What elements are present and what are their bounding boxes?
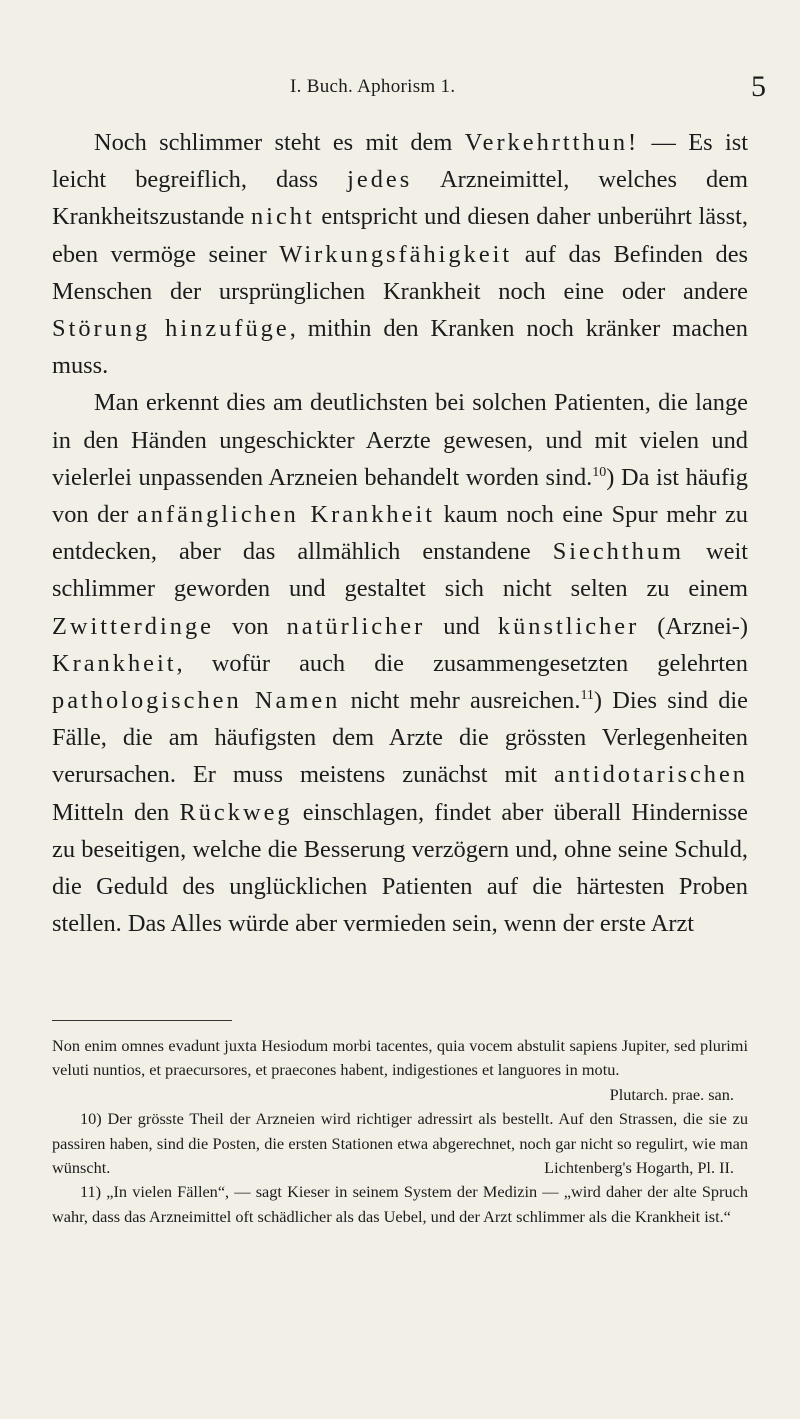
page-number: 5 (751, 70, 766, 103)
main-text (52, 124, 748, 942)
emphasis: Rückweg (179, 798, 293, 826)
footnote-11 (52, 1180, 748, 1229)
emphasis: antidotarischen (554, 761, 748, 789)
text-run: ) Dies sind die Fälle, die am häufigsten dem Arzte die grössten Verlegenheiten verursachen. Er muss meistens zunächst mit (52, 687, 748, 789)
footnote-ref-10: 10 (592, 464, 607, 480)
footnote-text: 11) „In vielen Fällen“, — sagt Kieser in seinem System der Medizin — „wird daher der alte Spruch wahr, dass das Arzneimittel oft schädlicher als das Uebel, und der Arzt schlimmer als die Krankheit ist.“ (52, 1182, 748, 1226)
footnote-citation: Plutarch. prae. san. (609, 1084, 734, 1104)
text-run: ) Da ist häufig von der (52, 463, 748, 529)
text-run: Arzneimittel, welches dem Krankheitszustande (52, 166, 748, 231)
text-run: , mithin den Kranken noch kränker machen muss. (52, 315, 748, 380)
text-run: kaum noch eine Spur mehr zu entdecken, aber das allmählich enstandene (52, 501, 748, 566)
text-run: — Es ist leicht begreiflich, dass (52, 129, 748, 194)
emphasis: Wirkungsfähigkeit (279, 240, 513, 268)
emphasis: Siechthum (552, 538, 685, 566)
emphasis: anfänglichen Krankheit (136, 501, 435, 529)
text-run: weit schlimmer geworden und gestaltet sich nicht selten zu einem (52, 538, 748, 603)
footnote-text: Non enim omnes evadunt juxta Hesiodum morbi tacentes, quia vocem abstulit sapiens Jupiter, sed plurimi veluti nuntios, et praecursores, et praecones habent, indigestiones et languores in motu. (52, 1036, 748, 1080)
running-head: I. Buch. Aphorism 1. (290, 76, 456, 97)
text-run: Mitteln den (52, 798, 180, 826)
text-run: und (425, 612, 498, 640)
emphasis: Störung hinzufüge (52, 315, 290, 343)
page-header (0, 68, 800, 108)
emphasis: Krankheit (52, 649, 177, 677)
footnote-continuation (52, 1034, 748, 1107)
emphasis: Verkehrtthun! (464, 129, 640, 156)
emphasis: pathologischen Namen (52, 687, 341, 715)
emphasis: natürlicher (286, 612, 426, 640)
paragraph-2 (52, 384, 748, 942)
text-run: (Arznei-) (639, 612, 749, 640)
text-run: Noch schlimmer steht es mit dem (94, 129, 465, 156)
footnote-divider (52, 1020, 232, 1021)
text-run: nicht mehr ausreichen. (340, 687, 581, 715)
text-run: einschlagen, findet aber überall Hindernisse zu beseitigen, welche die Besserung verzögern und, ohne seine Schuld, die Geduld des unglücklichen Patienten auf die härtesten Proben stellen. Das Alles würde aber vermieden sein, wenn der erste Arzt (52, 798, 748, 938)
text-run: , wofür auch die zusammengesetzten gelehrten (176, 649, 748, 677)
paragraph-1 (52, 124, 748, 384)
emphasis: jedes (347, 166, 413, 194)
footnote-text: 10) Der grösste Theil der Arzneien wird richtiger adressirt als bestellt. Auf den Strassen, die sie zu passiren haben, sind die Posten, die ersten Stationen etwa abgerechnet, noch gar nicht so regulirt, wie man wünscht. (52, 1109, 748, 1178)
footnotes (52, 1034, 748, 1229)
text-run: auf das Befinden des Menschen der ursprünglichen Krankheit noch eine oder andere (52, 240, 749, 305)
text-run: Man erkennt dies am deutlichsten bei solchen Patienten, die lange in den Händen ungeschickter Aerzte gewesen, und mit vielen und vielerlei unpassenden Arzneien behandelt worden sind. (52, 389, 748, 491)
footnote-ref-11: 11 (580, 687, 594, 703)
footnote-10 (52, 1107, 748, 1180)
emphasis: künstlicher (497, 612, 640, 640)
text-run: entspricht und diesen daher unberührt lässt, eben vermöge seiner (52, 203, 748, 268)
footnote-citation: Lichtenberg's Hogarth, Pl. II. (544, 1158, 734, 1178)
emphasis: Zwitterdinge (52, 612, 214, 640)
emphasis: nicht (250, 203, 315, 231)
text-run: von (213, 612, 287, 640)
